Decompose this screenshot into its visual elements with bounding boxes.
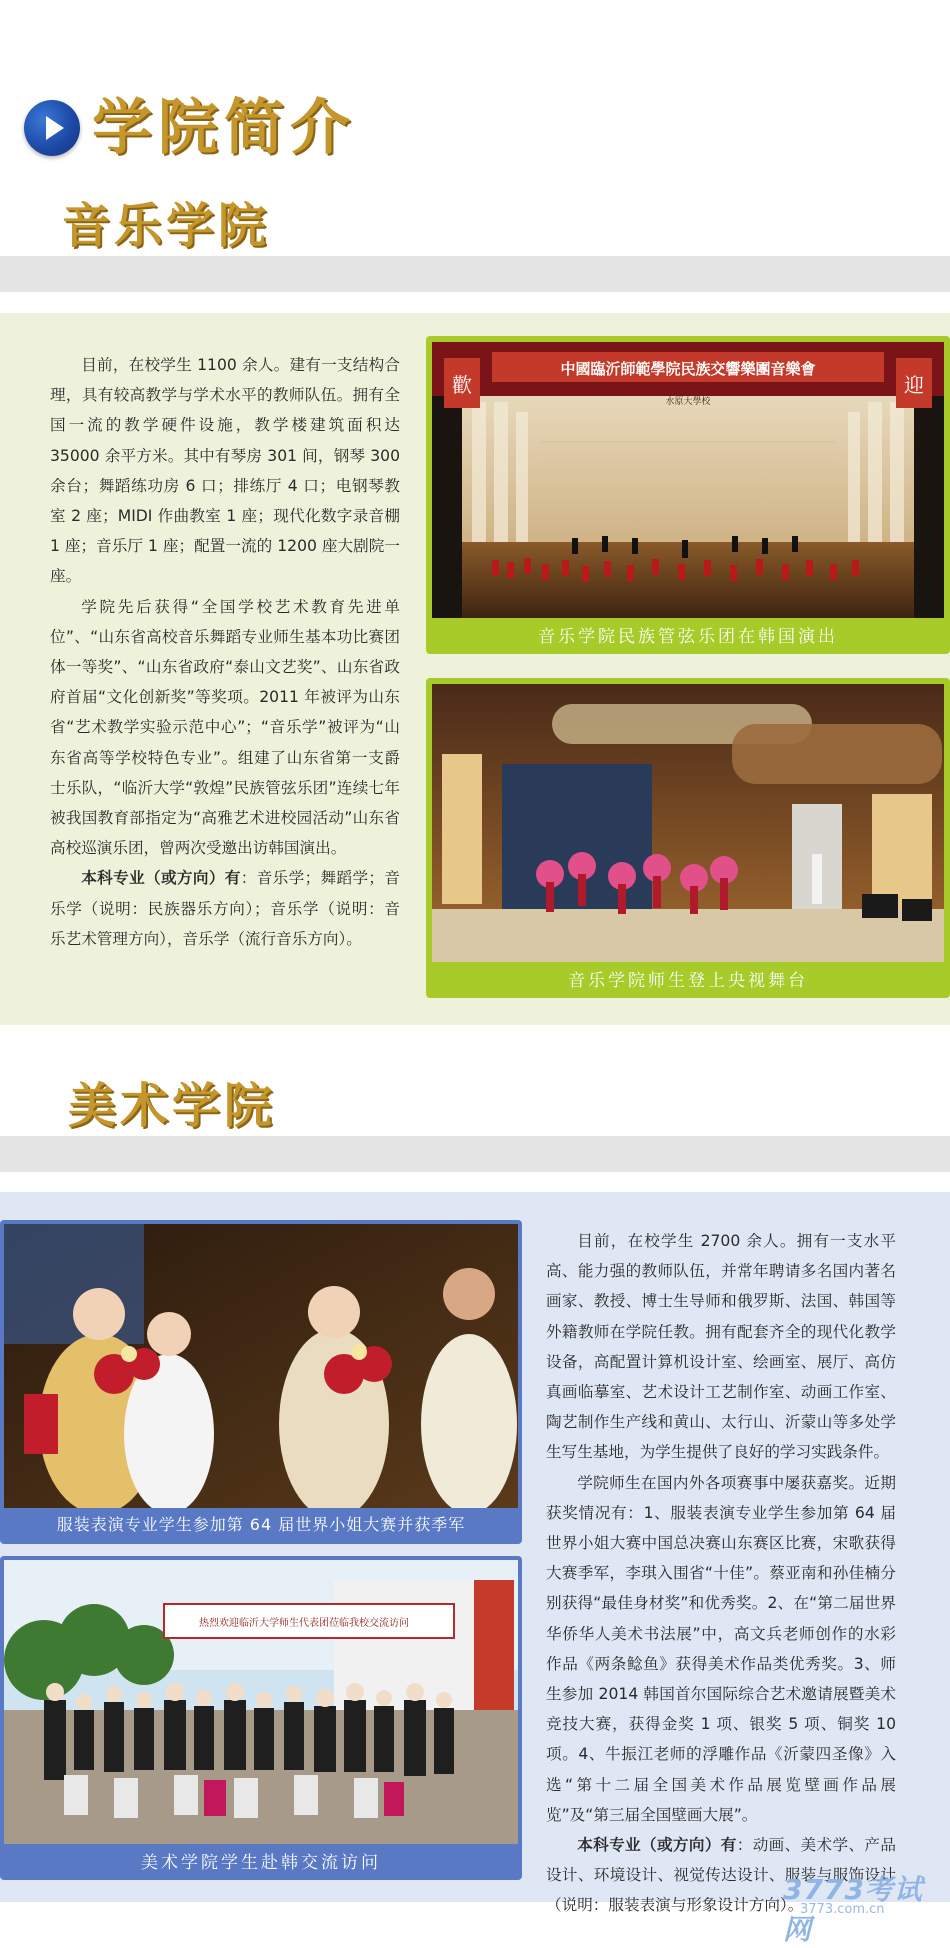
art-photo-1-caption: 服装表演专业学生参加第 64 届世界小姐大赛并获季军 xyxy=(56,1515,466,1534)
music-para-2: 学院先后获得“全国学校艺术教育先进单位”、“山东省高校音乐舞蹈专业师生基本功比赛团体一等奖”、“山东省政府“泰山文艺奖”、山东省政府首届“文化创新奖”等奖项。2011 年被评为山东省“艺术教学实验示范中心”；“音乐学”被评为“山东省高等学校特色专业”。组建了山东省第一支爵士乐队，“临沂大学“敦煌”民族管弦乐团”连续七年被我国教育部指定为“高雅艺术进校园活动”山东省高校巡演乐团，曾两次受邀出访韩国演出。 xyxy=(50,597,400,858)
music-majors-list: ：音乐学；舞蹈学；音乐学（说明：民族器乐方向）；音乐学（说明：音乐艺术管理方向），音乐学（流行音乐方向）。 xyxy=(50,869,400,948)
music-majors-label: 本科专业（或方向）有 xyxy=(81,869,241,888)
art-para-2: 学院师生在国内外各项赛事中屡获嘉奖。近期获奖情况有：1、服装表演专业学生参加第 64 届世界小姐大赛中国总决赛山东赛区比赛，宋歌获得大赛季军，李琪入围省“十佳”。蔡亚南和孙佳楠分别获得“最佳身材奖”和优秀奖。2、在“第二届世界华侨华人美术书法展”中，高文兵老师创作的水彩作品《两条鲶鱼》获得美术作品类优秀奖。3、师生参加 2014 韩国首尔国际综合艺术邀请展暨美术竞技大赛，获得金奖 1 项、银奖 5 项、铜奖 10 项。4、牛振江老师的浮雕作品《沂蒙四圣像》入选“第十二届全国美术作品展览壁画作品展览”及“第三届全国壁画大展”。 xyxy=(546,1473,896,1824)
music-photo-2-frame xyxy=(426,678,950,998)
miss-world-photo xyxy=(4,1224,518,1508)
music-photo-1-frame xyxy=(426,336,950,654)
cctv-stage-photo xyxy=(432,684,944,962)
art-para-1: 目前，在校学生 2700 余人。拥有一支水平高、能力强的教师队伍，并常年聘请多名国内著名画家、教授、博士生导师和俄罗斯、法国、韩国等外籍教师在学院任教。拥有配套齐全的现代化教学设备，高配置计算机设计室、绘画室、展厅、高仿真画临摹室、艺术设计工艺制作室、动画工作室、陶艺制作生产线和黄山、太行山、沂蒙山等多处学生写生基地，为学生提供了良好的学习实践条件。 xyxy=(546,1232,896,1462)
music-photo-1-caption: 音乐学院民族管弦乐团在韩国演出 xyxy=(538,627,838,647)
korea-banner-text: 热烈欢迎临沂大学师生代表团莅临我校交流访问 xyxy=(199,1618,409,1629)
miss-world-graphic xyxy=(4,1224,518,1508)
art-majors-label: 本科专业（或方向）有 xyxy=(577,1836,737,1855)
korea-visit-photo xyxy=(4,1560,518,1844)
watermark-url: 3773.com.cn xyxy=(800,1902,885,1917)
music-description xyxy=(50,350,400,954)
watermark-brand-logo: 3773考试网 xyxy=(783,1873,923,1946)
art-photo-2-frame xyxy=(0,1556,522,1880)
korea-visit-graphic xyxy=(4,1560,518,1844)
orchestra-left-sign: 歡 xyxy=(452,373,472,397)
art-photo-1-frame xyxy=(0,1220,522,1544)
orchestra-right-sign: 迎 xyxy=(904,373,924,397)
art-majors-list: ：动画、美术学、产品设计、环境设计、视觉传达设计、服装与服饰设计（说明：服装表演与形象设计方向）。 xyxy=(546,1836,896,1915)
art-divider-bar xyxy=(0,1136,950,1172)
music-majors xyxy=(50,863,400,954)
orchestra-banner-text: 中國臨沂師範學院民族交響樂團音樂會 xyxy=(560,360,816,378)
music-divider-bar xyxy=(0,256,950,292)
art-section-title: 美术学院 xyxy=(68,1078,277,1134)
page-title: 学院简介 xyxy=(92,93,356,163)
art-description xyxy=(546,1226,896,1921)
art-photo-2-caption: 美术学院学生赴韩交流访问 xyxy=(141,1853,381,1873)
cctv-stage-graphic xyxy=(432,684,944,962)
music-section-title: 音乐学院 xyxy=(62,198,271,254)
music-photo-2-caption: 音乐学院师生登上央视舞台 xyxy=(568,971,808,991)
orchestra-venue-text: 水原大學校 xyxy=(665,397,711,407)
play-circle-icon xyxy=(24,100,80,156)
orchestra-photo xyxy=(432,342,944,618)
music-para-1: 目前，在校学生 1100 余人。建有一支结构合理，具有较高教学与学术水平的教师队伍。拥有全国一流的教学硬件设施，教学楼建筑面积达 35000 余平方米。其中有琴房 301 间，钢琴 300 余台；舞蹈练功房 6 口；排练厅 4 口；电钢琴教室 2 座；MIDI 作曲教室 1 座；现代化数字录音棚 1 座；音乐厅 1 座；配置一流的 1200 座大剧院一座。 xyxy=(50,356,400,586)
orchestra-photo-graphic xyxy=(432,342,944,618)
